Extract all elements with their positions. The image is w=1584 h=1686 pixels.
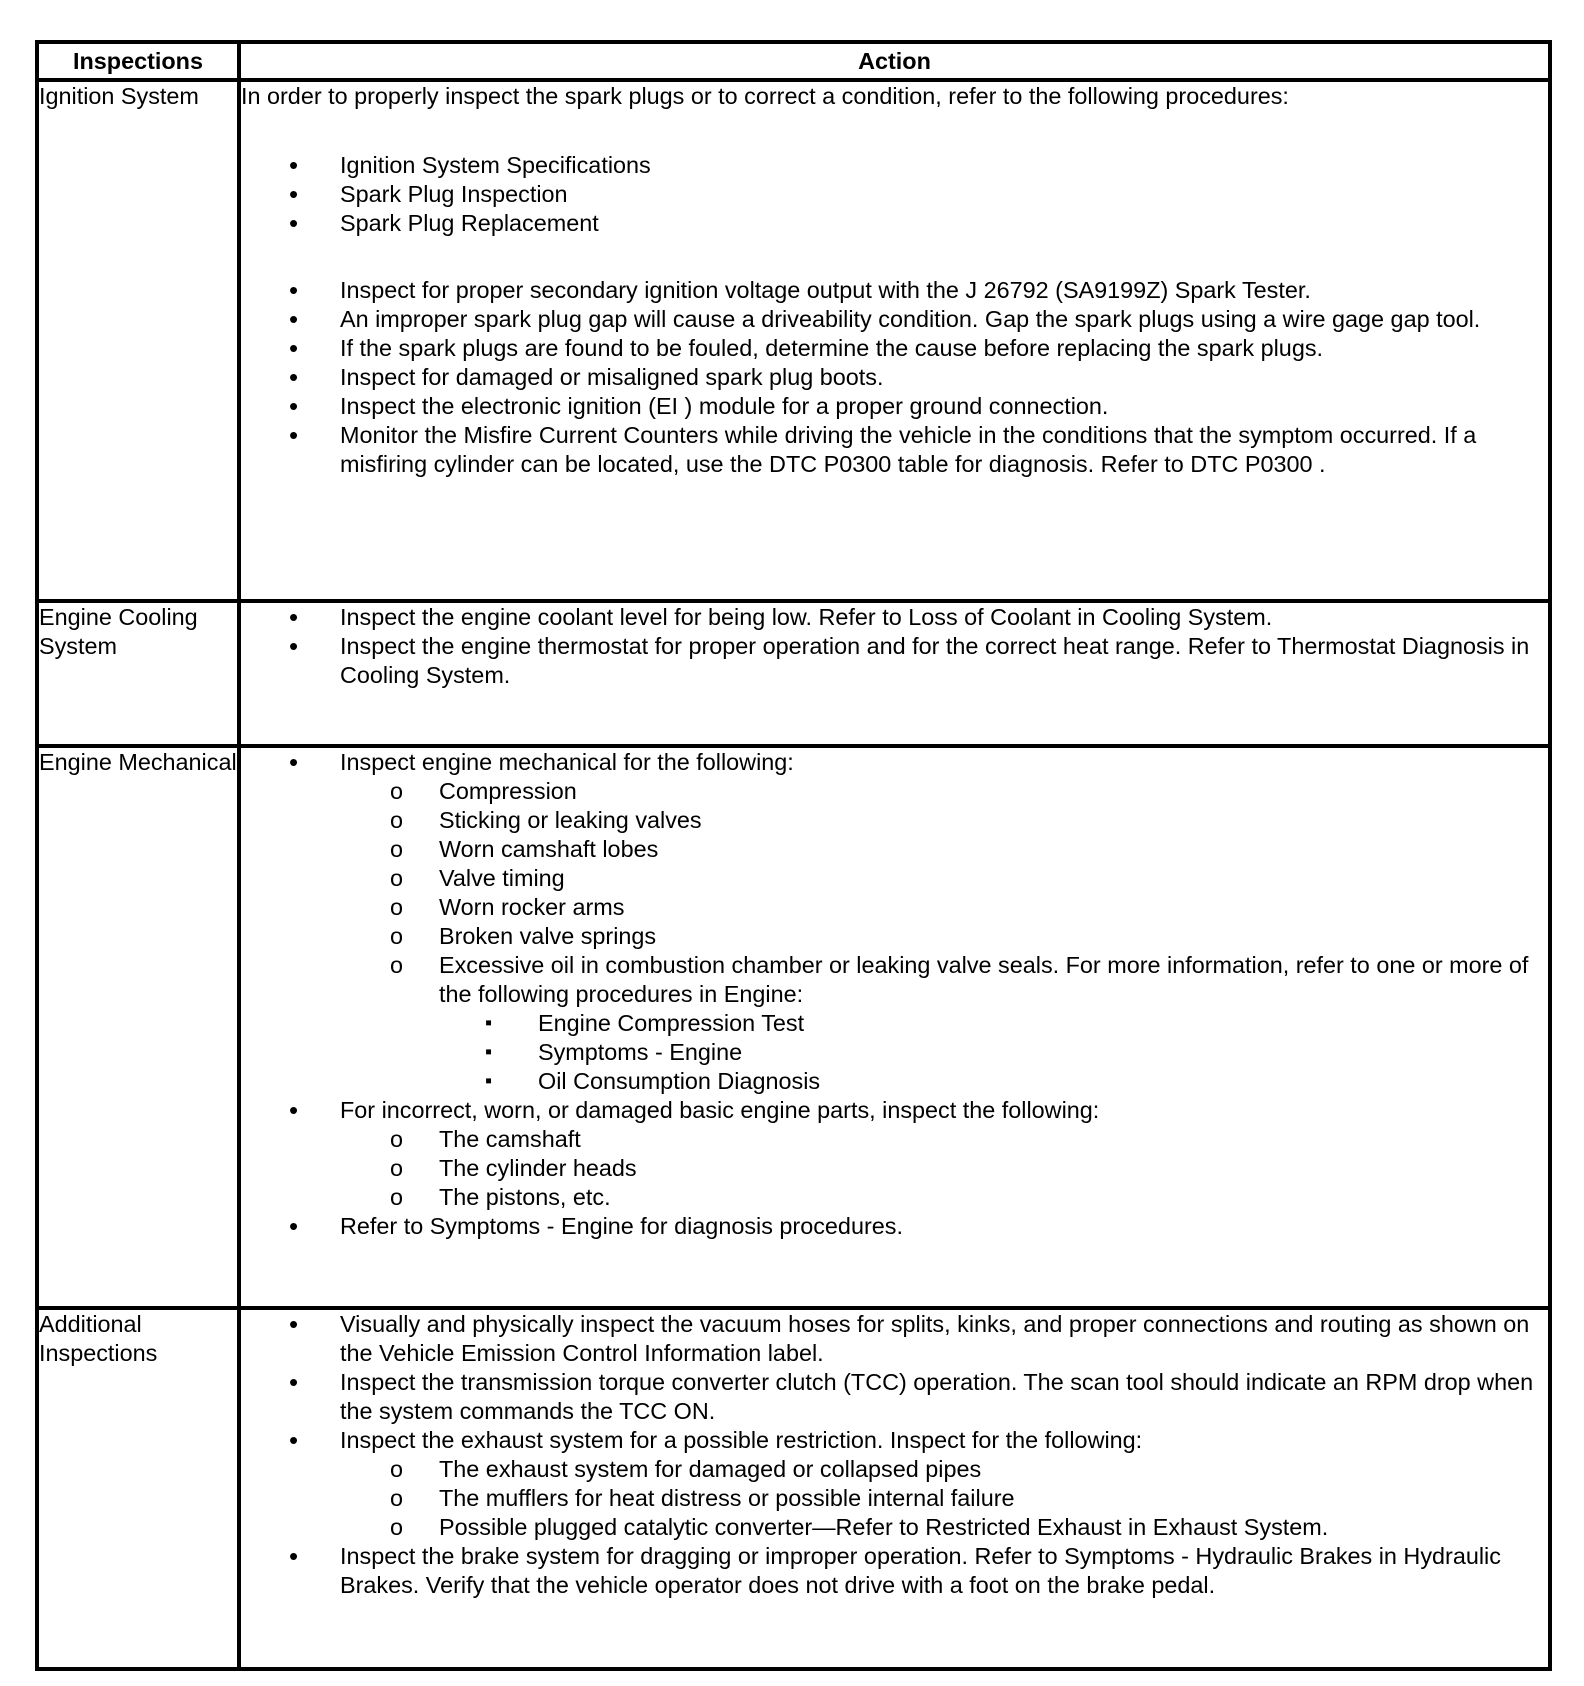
list-item: • An improper spark plug gap will cause a driveability condition. Gap the spark plugs using a wire gage gap tool. bbox=[241, 305, 1548, 334]
sub-list-item: o Compression bbox=[340, 777, 1548, 806]
list-item bbox=[241, 748, 1548, 1096]
list-item: • Spark Plug Replacement bbox=[241, 209, 1548, 238]
sub-list bbox=[340, 777, 1548, 1096]
list-item-text: Inspect the exhaust system for a possible restriction. Inspect for the following: bbox=[340, 1427, 1143, 1453]
row-label: Ignition System bbox=[37, 80, 239, 601]
list-item: • Inspect the brake system for dragging or improper operation. Refer to Symptoms - Hydraulic Brakes in Hydraulic Brakes. Verify that the vehicle operator does not drive with a foot on the brake pedal. bbox=[241, 1542, 1548, 1600]
list-item: • Refer to Symptoms - Engine for diagnosis procedures. bbox=[241, 1212, 1548, 1241]
sub-list bbox=[340, 1125, 1548, 1212]
list-item: • Inspect for proper secondary ignition voltage output with the J 26792 (SA9199Z) Spark Tester. bbox=[241, 276, 1548, 305]
sub-list-item-text: Excessive oil in combustion chamber or leaking valve seals. For more information, refer to one or more of the following procedures in Engine: bbox=[439, 952, 1529, 1007]
sub-list-item: o Sticking or leaking valves bbox=[340, 806, 1548, 835]
sub-sub-list-item: ▪ Engine Compression Test bbox=[439, 1009, 1548, 1038]
sub-sub-list-item: ▪ Symptoms - Engine bbox=[439, 1038, 1548, 1067]
header-inspections: Inspections bbox=[37, 42, 239, 80]
row-action bbox=[239, 80, 1550, 601]
list-item bbox=[241, 1426, 1548, 1542]
inspections-table bbox=[35, 40, 1552, 1671]
list-item: • Inspect for damaged or misaligned spark plug boots. bbox=[241, 363, 1548, 392]
row-label: Engine Cooling System bbox=[37, 601, 239, 746]
list-item: • Spark Plug Inspection bbox=[241, 180, 1548, 209]
sub-list bbox=[340, 1455, 1548, 1542]
sub-sub-list bbox=[439, 1009, 1548, 1096]
sub-list-item: o Worn camshaft lobes bbox=[340, 835, 1548, 864]
list-item bbox=[241, 1096, 1548, 1212]
sub-list-item: o Valve timing bbox=[340, 864, 1548, 893]
list-item: • Inspect the engine coolant level for being low. Refer to Loss of Coolant in Cooling System. bbox=[241, 603, 1548, 632]
list-item: • Inspect the transmission torque converter clutch (TCC) operation. The scan tool should indicate an RPM drop when the system commands the TCC ON. bbox=[241, 1368, 1548, 1426]
procedure-list bbox=[241, 151, 1548, 238]
list-item: • Inspect the electronic ignition (EI ) module for a proper ground connection. bbox=[241, 392, 1548, 421]
sub-list-item: o The mufflers for heat distress or possible internal failure bbox=[340, 1484, 1548, 1513]
sub-list-item: o Broken valve springs bbox=[340, 922, 1548, 951]
list-item: • Monitor the Misfire Current Counters while driving the vehicle in the conditions that the symptom occurred. If a misfiring cylinder can be located, use the DTC P0300 table for diagnosis. Refer to DTC P0300 . bbox=[241, 421, 1548, 479]
row-label: Additional Inspections bbox=[37, 1308, 239, 1669]
sub-list-item: o Worn rocker arms bbox=[340, 893, 1548, 922]
row-action bbox=[239, 746, 1550, 1308]
row-action bbox=[239, 1308, 1550, 1669]
header-row bbox=[37, 42, 1550, 80]
sub-list-item bbox=[340, 951, 1548, 1096]
row-label: Engine Mechanical bbox=[37, 746, 239, 1308]
inspection-list bbox=[241, 276, 1548, 479]
list-item: • Ignition System Specifications bbox=[241, 151, 1548, 180]
sub-list-item: o The cylinder heads bbox=[340, 1154, 1548, 1183]
inspection-list bbox=[241, 603, 1548, 690]
sub-list-item: o The exhaust system for damaged or collapsed pipes bbox=[340, 1455, 1548, 1484]
header-action: Action bbox=[239, 42, 1550, 80]
list-item: • Visually and physically inspect the vacuum hoses for splits, kinks, and proper connections and routing as shown on the Vehicle Emission Control Information label. bbox=[241, 1310, 1548, 1368]
list-item-text: For incorrect, worn, or damaged basic engine parts, inspect the following: bbox=[340, 1097, 1100, 1123]
table-row bbox=[37, 1308, 1550, 1669]
list-item: • Inspect the engine thermostat for proper operation and for the correct heat range. Refer to Thermostat Diagnosis in Cooling System. bbox=[241, 632, 1548, 690]
sub-list-item: o The camshaft bbox=[340, 1125, 1548, 1154]
sub-sub-list-item: ▪ Oil Consumption Diagnosis bbox=[439, 1067, 1548, 1096]
row-action bbox=[239, 601, 1550, 746]
inspection-list bbox=[241, 1310, 1548, 1600]
table-row bbox=[37, 80, 1550, 601]
sub-list-item: o The pistons, etc. bbox=[340, 1183, 1548, 1212]
sub-list-item: o Possible plugged catalytic converter—Refer to Restricted Exhaust in Exhaust System. bbox=[340, 1513, 1548, 1542]
table-row bbox=[37, 746, 1550, 1308]
table-row bbox=[37, 601, 1550, 746]
inspection-list bbox=[241, 748, 1548, 1241]
intro-text: In order to properly inspect the spark plugs or to correct a condition, refer to the following procedures: bbox=[241, 83, 1289, 109]
list-item-text: Inspect engine mechanical for the following: bbox=[340, 749, 794, 775]
list-item: • If the spark plugs are found to be fouled, determine the cause before replacing the spark plugs. bbox=[241, 334, 1548, 363]
